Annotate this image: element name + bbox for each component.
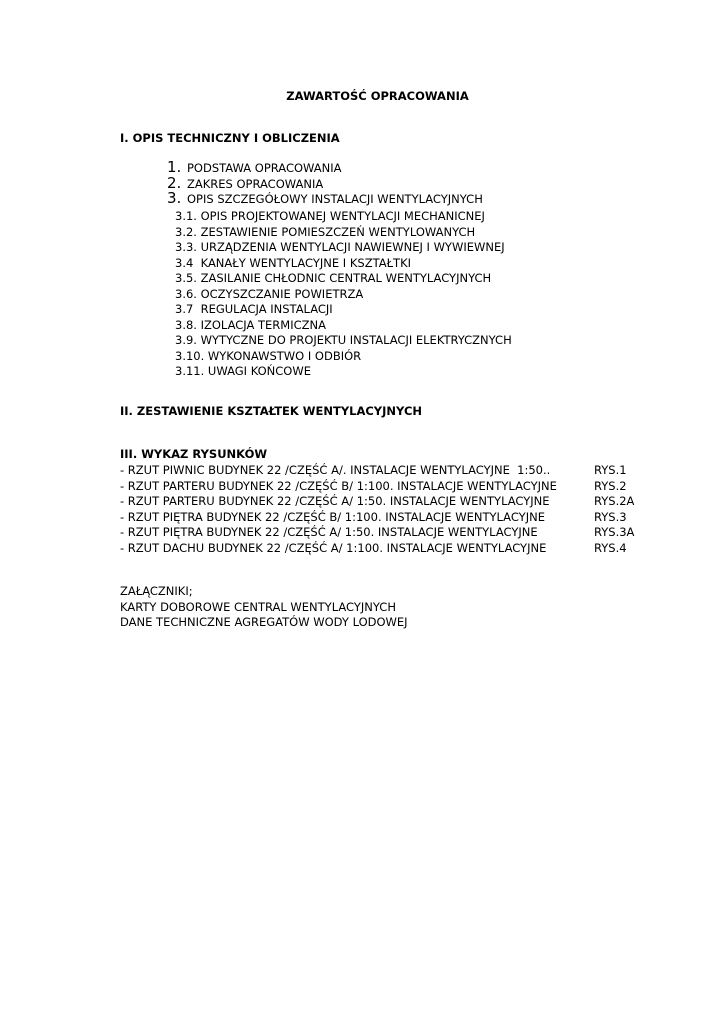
subitem: 3.8. IZOLACJA TERMICZNA (175, 317, 326, 332)
drawing-row (120, 541, 640, 557)
drawing-description: - RZUT PIĘTRA BUDYNEK 22 /CZĘŚĆ B/ 1:100. INSTALACJE WENTYLACYJNE (120, 509, 545, 524)
section-1-list (167, 160, 483, 207)
list-item-label: ZAKRES OPRACOWANIA (187, 176, 324, 191)
subitem: 3.10. WYKONAWSTWO I ODBIÓR (175, 348, 362, 363)
attachment-item: KARTY DOBOROWE CENTRAL WENTYLACYJNYCH (120, 599, 396, 614)
drawing-description: - RZUT PIĘTRA BUDYNEK 22 /CZĘŚĆ A/ 1:50. INSTALACJE WENTYLACYJNE (120, 525, 538, 539)
section-1-heading: I. OPIS TECHNICZNY I OBLICZENIA (120, 131, 340, 145)
drawing-row (120, 525, 640, 541)
attachments-list (120, 584, 408, 631)
attachment-item: DANE TECHNICZNE AGREGATÓW WODY LODOWEJ (120, 615, 408, 629)
drawing-description: - RZUT DACHU BUDYNEK 22 /CZĘŚĆ A/ 1:100. INSTALACJE WENTYLACYJNE (120, 540, 547, 555)
subitem: 3.2. ZESTAWIENIE POMIESZCZEŃ WENTYLOWANYCH (175, 224, 476, 239)
drawing-reference: RYS.3A (594, 525, 635, 539)
drawing-description: - RZUT PIWNIC BUDYNEK 22 /CZĘŚĆ A/. INSTALACJE WENTYLACYJNE 1:50.. (120, 463, 551, 477)
list-item-number: 1. (167, 158, 182, 176)
drawing-row (120, 510, 640, 526)
document-title: ZAWARTOŚĆ OPRACOWANIA (286, 89, 469, 103)
list-item-label: PODSTAWA OPRACOWANIA (187, 161, 342, 175)
drawing-reference: RYS.2 (594, 478, 627, 493)
drawing-reference: RYS.1 (594, 463, 627, 477)
drawing-reference: RYS.3 (594, 509, 627, 524)
drawing-reference: RYS.2A (594, 494, 635, 508)
subitem: 3.4 KANAŁY WENTYLACYJNE I KSZTAŁTKI (175, 255, 411, 270)
list-item (167, 160, 483, 176)
list-item (167, 173, 483, 192)
subitem: 3.5. ZASILANIE CHŁODNIC CENTRAL WENTYLACYJNYCH (175, 271, 492, 285)
drawing-description: - RZUT PARTERU BUDYNEK 22 /CZĘŚĆ A/ 1:50. INSTALACJE WENTYLACYJNE (120, 494, 550, 508)
subitem: 3.6. OCZYSZCZANIE POWIETRZA (175, 286, 364, 301)
subitem: 3.11. UWAGI KOŃCOWE (175, 364, 311, 378)
drawing-row (120, 463, 640, 479)
section-3-heading: III. WYKAZ RYSUNKÓW (120, 447, 268, 461)
drawing-row (120, 479, 640, 495)
drawing-description: - RZUT PARTERU BUDYNEK 22 /CZĘŚĆ B/ 1:100. INSTALACJE WENTYLACYJNE (120, 478, 557, 493)
drawing-reference: RYS.4 (594, 540, 627, 555)
attachments-heading: ZAŁĄCZNIKI; (120, 584, 193, 598)
list-item-number: 2. (167, 173, 182, 192)
list-item-number: 3. (167, 189, 182, 207)
subitem: 3.7 REGULACJA INSTALACJI (175, 302, 333, 316)
list-item-label: OPIS SZCZEGÓŁOWY INSTALACJI WENTYLACYJNYCH (187, 192, 483, 206)
drawing-row (120, 494, 640, 510)
subitem: 3.3. URZĄDZENIA WENTYLACJI NAWIEWNEJ I WYWIEWNEJ (175, 240, 505, 254)
subitem: 3.1. OPIS PROJEKTOWANEJ WENTYLACJI MECHANICNEJ (175, 209, 485, 223)
drawings-list (120, 463, 640, 556)
subitem: 3.9. WYTYCZNE DO PROJEKTU INSTALACJI ELEKTRYCZNYCH (175, 333, 512, 347)
list-item (167, 191, 483, 207)
section-3-subitems (175, 209, 512, 380)
section-2-heading: II. ZESTAWIENIE KSZTAŁTEK WENTYLACYJNYCH (120, 404, 423, 418)
